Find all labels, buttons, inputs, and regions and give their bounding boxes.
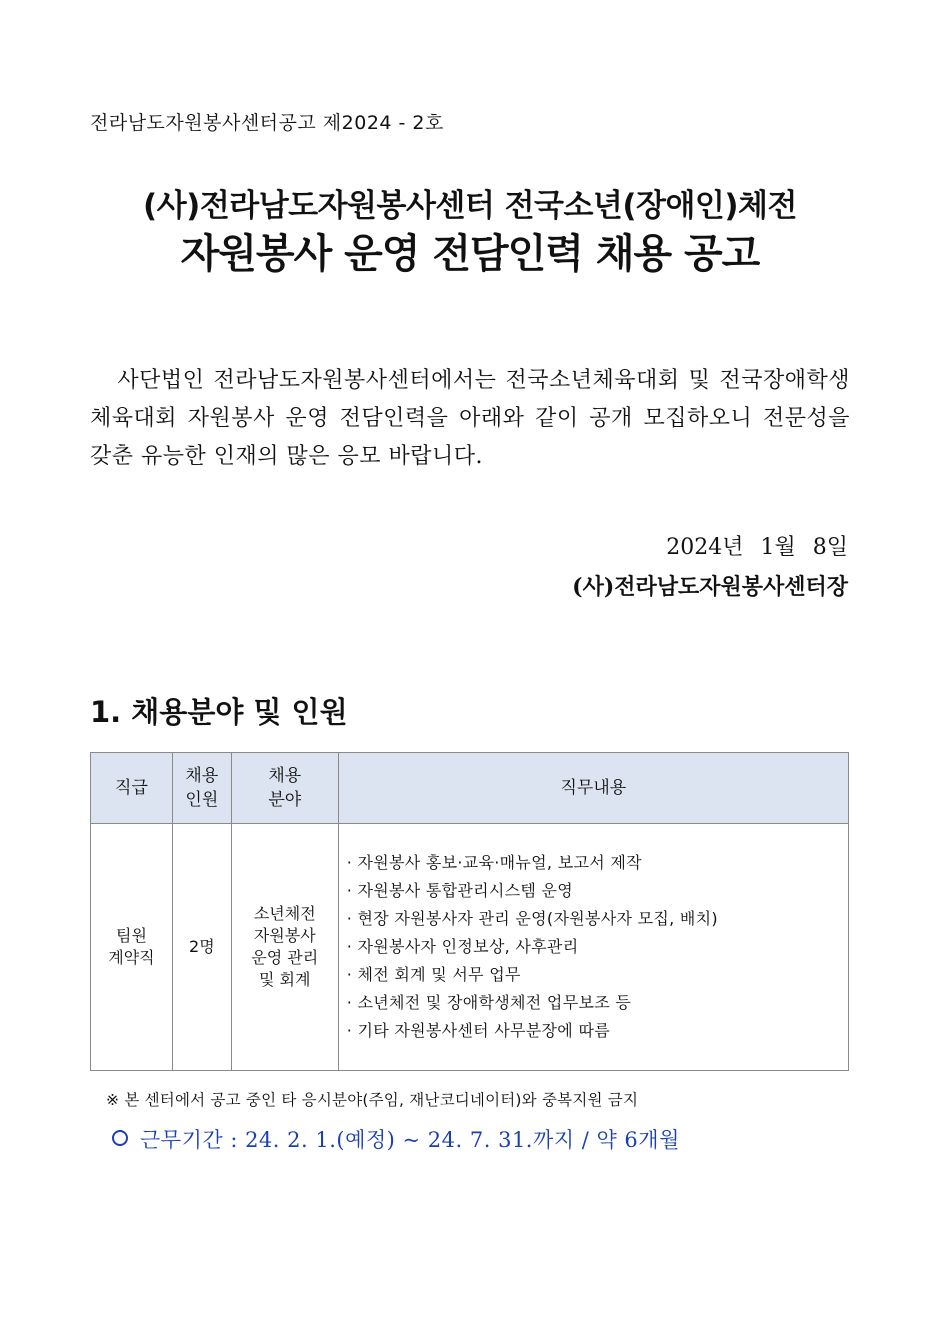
signer: (사)전라남도자원봉사센터장 xyxy=(572,574,848,600)
page-title-line1: (사)전라남도자원봉사센터 전국소년(장애인)체전 xyxy=(143,188,797,224)
list-item: · 자원봉사 통합관리시스템 운영 xyxy=(346,881,574,900)
grade-line1: 팀원 xyxy=(115,926,147,945)
notice-number: 전라남도자원봉사센터공고 제2024 - 2호 xyxy=(90,112,444,134)
cell-count xyxy=(172,824,231,1071)
list-item: · 현장 자원봉사자 관리 운영(자원봉사자 모집, 배치) xyxy=(346,909,718,928)
section-title-recruitment: 1. 채용분야 및 인원 xyxy=(90,695,348,729)
duplicate-application-note: ※ 본 센터에서 공고 중인 타 응시분야(주임, 재난코디네이터)와 중복지원 금지 xyxy=(106,1091,639,1109)
list-item: · 소년체전 및 장애학생체전 업무보조 등 xyxy=(346,993,632,1012)
cell-grade xyxy=(91,824,173,1071)
hollow-circle-icon xyxy=(112,1130,128,1146)
notice-date: 2024년 1월 8일 xyxy=(666,535,848,560)
list-item: · 기타 자원봉사센터 사무분장에 따름 xyxy=(346,1021,610,1040)
field-line1: 소년체전 xyxy=(253,904,316,923)
cell-field xyxy=(231,824,338,1071)
list-item: · 자원봉사 홍보·교육·매뉴얼, 보고서 제작 xyxy=(346,853,642,872)
count-value: 2명 xyxy=(189,937,215,956)
header-grade xyxy=(91,753,173,824)
list-item: · 체전 회계 및 서무 업무 xyxy=(346,965,521,984)
work-period-text: 근무기간 : 24. 2. 1.(예정) ~ 24. 7. 31.까지 / 약 6개월 xyxy=(140,1128,680,1152)
header-field-line1: 채용 xyxy=(268,766,302,786)
header-field xyxy=(231,753,338,824)
header-field-line2: 분야 xyxy=(268,790,302,810)
intro-text: 사단법인 전라남도자원봉사센터에서는 전국소년체육대회 및 전국장애학생체육대회 자원봉사 운영 전담인력을 아래와 같이 공개 모집하오니 전문성을 갖춘 유능한 인재의 많은 응모 바랍니다. xyxy=(90,368,850,469)
list-item: · 자원봉사자 인정보상, 사후관리 xyxy=(346,937,579,956)
header-count xyxy=(172,753,231,824)
duties-list xyxy=(347,849,848,1045)
header-grade-label: 직급 xyxy=(115,778,148,798)
table-header-row xyxy=(91,753,849,824)
header-count-line2: 인원 xyxy=(185,790,219,810)
field-line3: 운영 관리 xyxy=(251,948,319,967)
intro-paragraph xyxy=(90,362,850,476)
field-line4: 및 회계 xyxy=(259,970,311,989)
header-count-line1: 채용 xyxy=(185,766,219,786)
cell-duties xyxy=(338,824,848,1071)
header-duties xyxy=(338,753,848,824)
page-title-line2: 자원봉사 운영 전담인력 채용 공고 xyxy=(180,231,760,277)
header-duties-label: 직무내용 xyxy=(560,778,627,798)
grade-line2: 계약직 xyxy=(108,948,155,967)
field-line2: 자원봉사 xyxy=(253,926,316,945)
work-period xyxy=(112,1124,680,1154)
table-row xyxy=(91,824,849,1071)
recruitment-table xyxy=(90,752,849,1071)
